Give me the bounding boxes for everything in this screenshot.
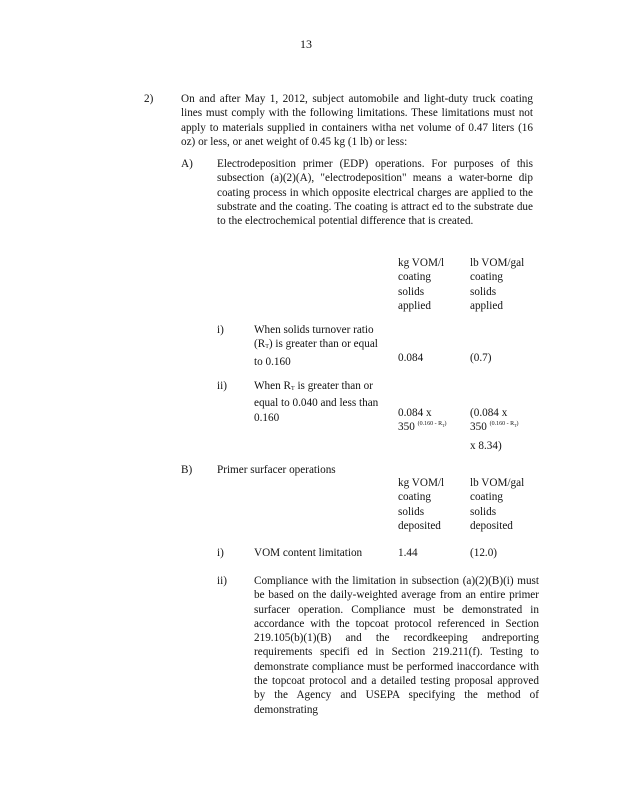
- item-number: 2): [144, 93, 154, 105]
- page-number: 13: [300, 37, 312, 51]
- section-b-row-1-desc: VOM content limitation: [254, 547, 363, 559]
- section-b-header-lb: lb VOM/gal coating solids deposited: [470, 477, 525, 532]
- section-a-row-2-num: ii): [217, 380, 227, 392]
- item-paragraph: On and after May 1, 2012, subject automobile and light-duty truck coating lines must comply with the following limitations. These limitations must not apply to materials supplied in containers witha net volume of 0.47 liters (16 oz) or less, or anet weight of 0.45 kg (1 lb) or less:: [181, 93, 533, 148]
- section-a-row-1-num: i): [217, 324, 224, 336]
- section-b-row-1-lb: (12.0): [470, 547, 498, 559]
- section-a-row-2-lb: (0.084 x 350 $^{(0.160 - R_T)}$ x 8.34): [470, 407, 519, 452]
- section-a-row-1-lb: (0.7): [470, 352, 492, 364]
- section-a-header-kg: kg VOM/l coating solids applied: [398, 257, 445, 312]
- section-a-row-1-desc: When solids turnover ratio $(R_T)$ is greater than or equal to 0.160: [254, 324, 378, 368]
- section-a-header-lb: lb VOM/gal coating solids applied: [470, 257, 525, 312]
- section-a-letter: A): [181, 158, 193, 170]
- section-b-row-1-kg: 1.44: [398, 547, 418, 559]
- section-a-row-1-kg: 0.084: [398, 352, 424, 364]
- section-b-row-2-num: ii): [217, 575, 227, 587]
- section-b-letter: B): [181, 464, 193, 476]
- section-b-row-2-paragraph: Compliance with the limitation in subsection (a)(2)(B)(i) must be based on the daily-weighted average from an entire primer surfacer operation. Compliance must be demonstrated in accordance with the topcoat protocol referenced in Section 219.105(b)(1)(B) and the recordkeeping andreporting requirements specifi ed in Section 219.211(f). Testing to demonstrate compliance must be performed inaccordance with the topcoat protocol and a detailed testing proposal approved by the Agency and USEPA specifying the method of demonstrating: [254, 575, 539, 716]
- section-b-header-kg: kg VOM/l coating solids deposited: [398, 477, 445, 532]
- section-a-paragraph: Electrodeposition primer (EDP) operations. For purposes of this subsection (a)(2)(A), "electrodeposition" means a water-borne dip coating process in which opposite electrical charges are applied to the substrate and the coating. The coating is attract ed to the substrate due to the electrochemical potential difference that is created.: [217, 158, 533, 228]
- section-a-row-2-kg: 0.084 x 350 $^{(0.160 - R_T)}$: [398, 407, 447, 434]
- section-b-title: Primer surfacer operations: [217, 464, 336, 476]
- section-a-row-2-desc: When $R_T$ is greater than or equal to 0.040 and less than 0.160: [254, 380, 379, 424]
- section-b-row-1-num: i): [217, 547, 224, 559]
